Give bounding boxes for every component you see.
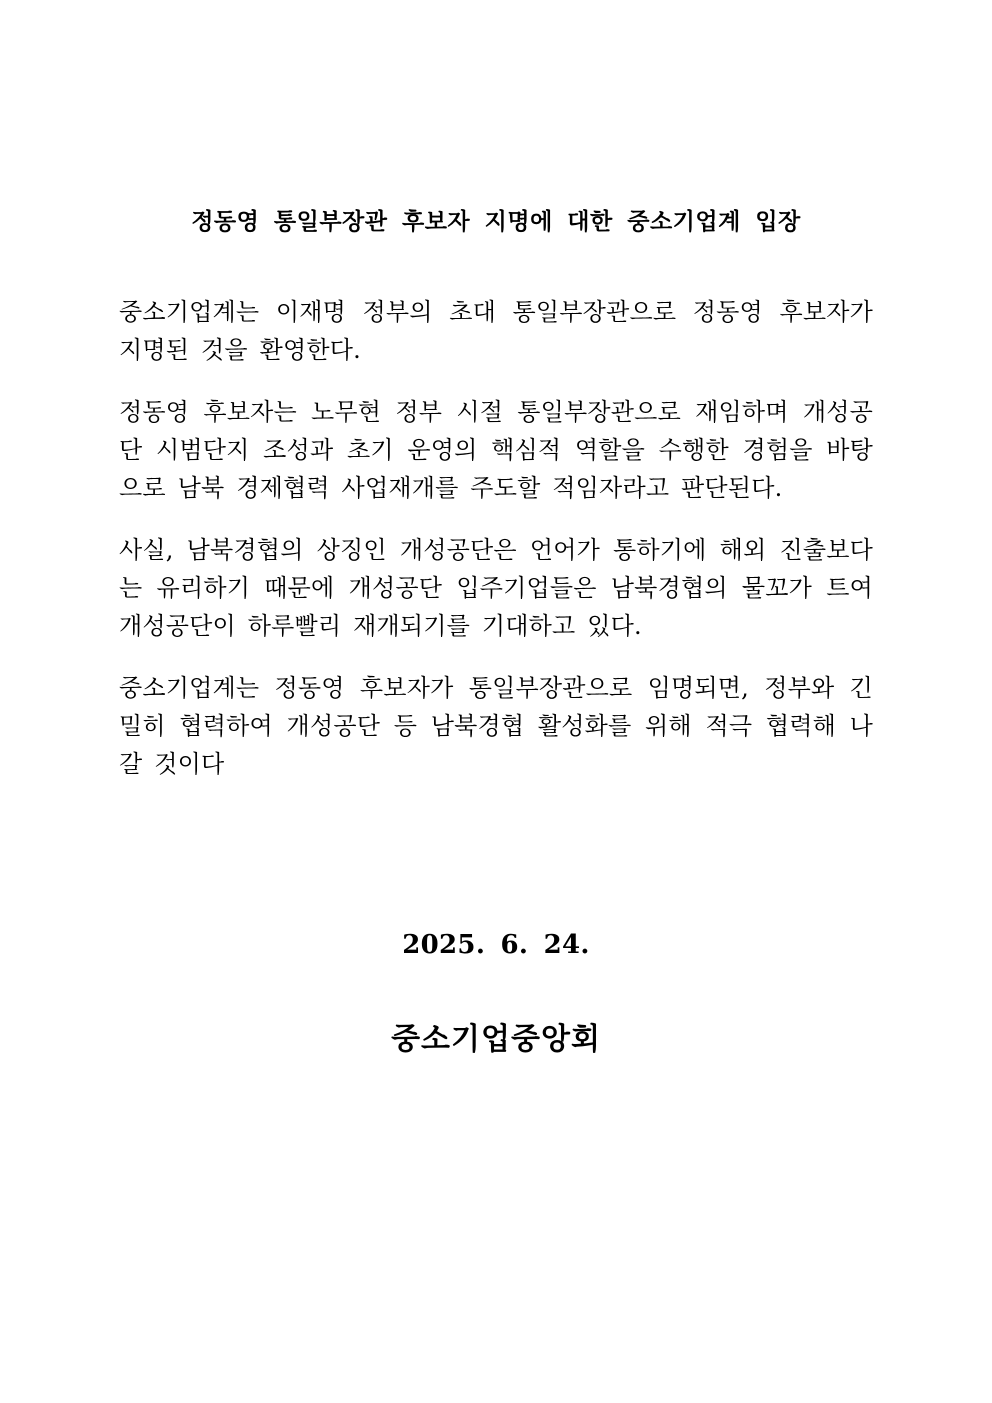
document-title: 정동영 통일부장관 후보자 지명에 대한 중소기업계 입장 xyxy=(191,208,801,235)
paragraph-3: 사실, 남북경협의 상징인 개성공단은 언어가 통하기에 해외 진출보다는 유리하기 때문에 개성공단 입주기업들은 남북경협의 물꼬가 트여 개성공단이 하루빨리 재개되기를 기대하고 있다. xyxy=(119,536,873,640)
document-date: 2025. 6. 24. xyxy=(402,930,590,960)
document-body xyxy=(119,293,873,807)
organization-name: 중소기업중앙회 xyxy=(391,1022,601,1057)
paragraph-2: 정동영 후보자는 노무현 정부 시절 통일부장관으로 재임하며 개성공단 시범단지 조성과 초기 운영의 핵심적 역할을 수행한 경험을 바탕으로 남북 경제협력 사업재개를 주도할 적임자라고 판단된다. xyxy=(119,398,873,502)
paragraph-4: 중소기업계는 정동영 후보자가 통일부장관으로 임명되면, 정부와 긴밀히 협력하여 개성공단 등 남북경협 활성화를 위해 적극 협력해 나갈 것이다 xyxy=(119,674,873,778)
paragraph-1: 중소기업계는 이재명 정부의 초대 통일부장관으로 정동영 후보자가 지명된 것을 환영한다. xyxy=(119,298,873,364)
